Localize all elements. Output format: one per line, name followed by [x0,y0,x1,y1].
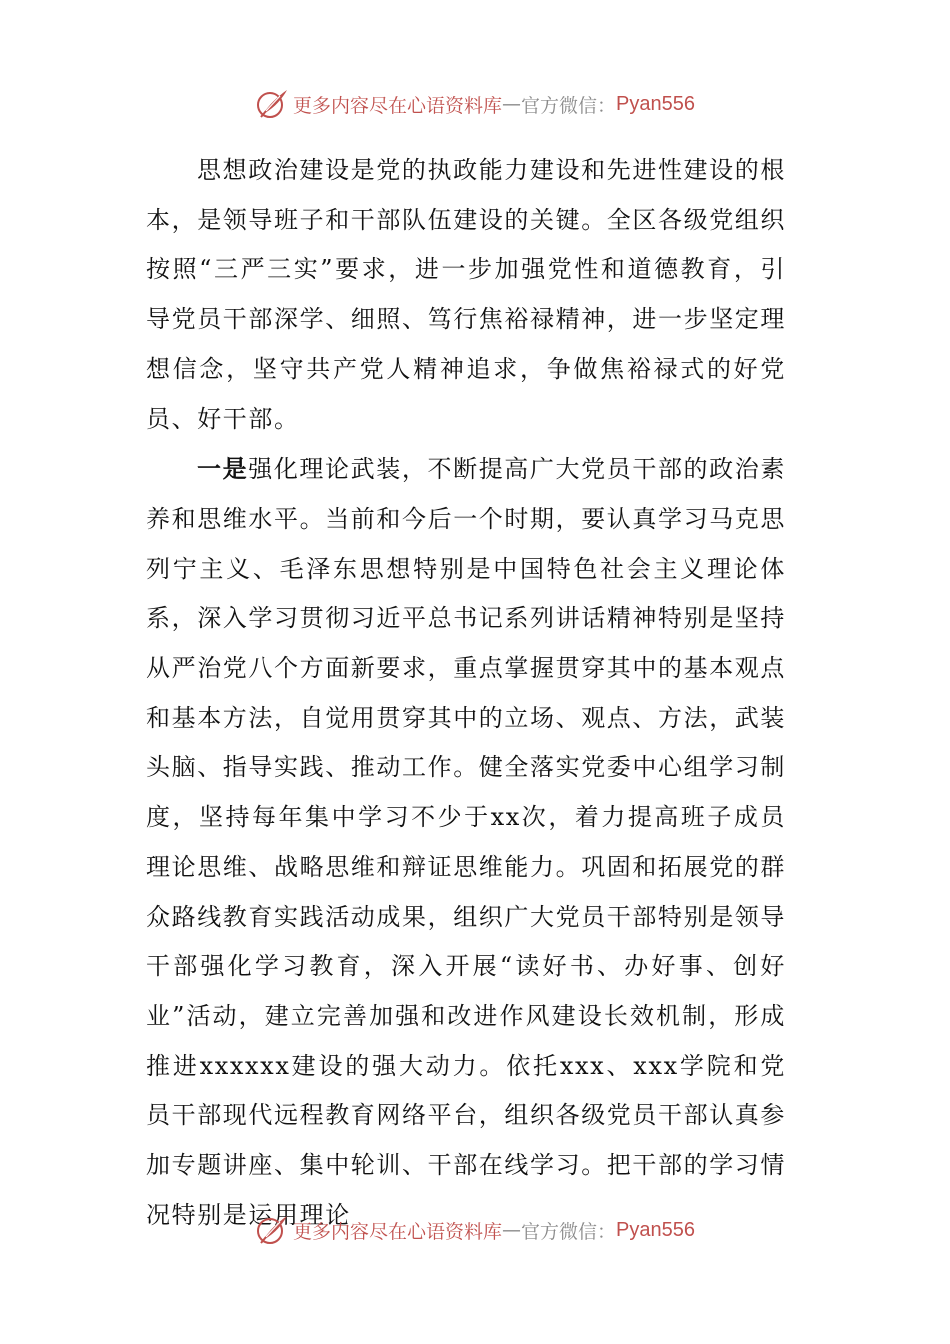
paragraph-text: 思想政治建设是党的执政能力建设和先进性建设的根本，是领导班子和干部队伍建设的关键。全区各级党组织按照“三严三实”要求，进一步加强党性和道德教育，引导党员干部深学、细照、笃行焦裕禄精神，进一步坚定理想信念，坚守共产党人精神追求，争做焦裕禄式的好党员、好干部。 [146,156,786,433]
watermark-slogan: 更多内容尽在心语资料库 [293,1220,503,1243]
watermark-dash: — [502,93,522,115]
feather-quill-logo-icon [255,1213,289,1247]
watermark-dash: — [502,1219,522,1241]
watermark-wechat-label: 官方微信： [521,1220,617,1243]
watermark-handle: Pyan556 [616,92,695,115]
feather-quill-logo-icon [255,87,289,121]
footer-watermark [0,1210,950,1250]
watermark-slogan: 更多内容尽在心语资料库 [293,94,503,117]
paragraph-intro [146,146,786,444]
paragraph-lead: 一是 [197,454,249,484]
watermark-handle: Pyan556 [616,1218,695,1241]
paragraph-text: 强化理论武装，不断提高广大党员干部的政治素养和思维水平。当前和今后一个时期，要认真学习马克思列宁主义、毛泽东思想特别是中国特色社会主义理论体系，深入学习贯彻习近平总书记系列讲话精神特别是坚持从严治党八个方面新要求，重点掌握贯穿其中的基本观点和基本方法，自觉用贯穿其中的立场、观点、方法，武装头脑、指导实践、推动工作。健全落实党委中心组学习制度，坚持每年集中学习不少于xx次，着力提高班子成员理论思维、战略思维和辩证思维能力。巩固和拓展党的群众路线教育实践活动成果，组织广大党员干部特别是领导干部强化学习教育，深入开展“读好书、办好事、创好业”活动，建立完善加强和改进作风建设长效机制，形成推进xxxxxx建设的强大动力。依托xxx、xxx学院和党员干部现代远程教育网络平台，组织各级党员干部认真参加专题讲座、集中轮训、干部在线学习。把干部的学习情况特别是运用理论 [146,455,786,1229]
header-watermark [0,84,950,124]
watermark-wechat-label: 官方微信： [521,94,617,117]
paragraph-point-one [146,444,786,1240]
document-body [146,146,786,1240]
